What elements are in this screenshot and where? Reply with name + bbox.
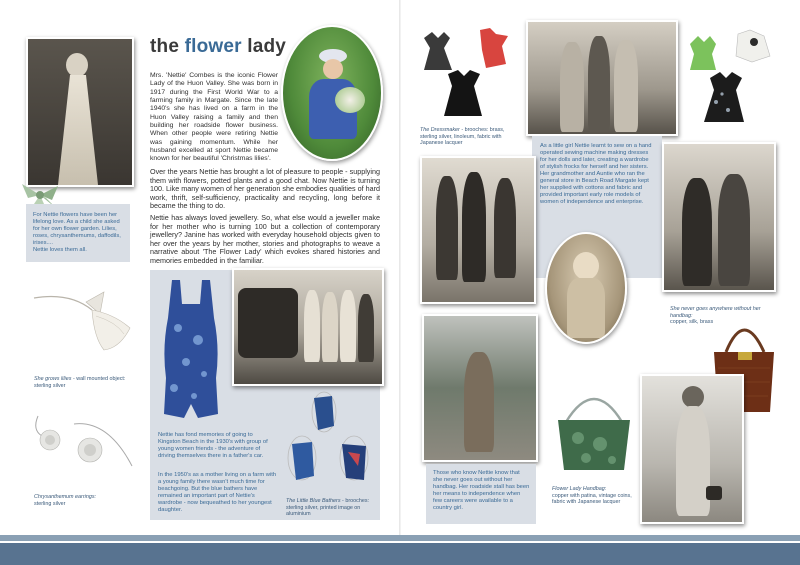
kingston-text: Nettie has fond memories of going to Kingston Beach in the 1930's with group of young women friends - the adventure of driving themselves there in a father's car.: [158, 432, 268, 459]
dressmaker-brooches-image: [418, 24, 522, 124]
handbag-text: Those who know Nettie know that she never goes out without her handbag. Her roadside stall has been her means to independence when few careers were available to a country girl.: [433, 470, 530, 511]
caption-dressmaker: [420, 127, 520, 147]
caption-chrysanthemum: [34, 494, 144, 507]
caption-handbag-rest: copper with patina, vintage coins, fabric with Japanese lacquer: [552, 492, 632, 506]
caption-dressmaker-title: The Dressmaker: [420, 127, 460, 133]
woman-in-coat-photo: [422, 314, 538, 462]
caption-blue-bathers-title: The Little Blue Bathers: [286, 498, 341, 504]
caption-handbag-title: Flower Lady Handbag:: [552, 486, 607, 492]
chrysanthemum-earrings-image: [28, 410, 136, 472]
paragraph-2: Over the years Nettie has brought a lot of pleasure to people - supplying them with flowers, potted plants and a good chat. Now Nettie is turning 100. Like many women of her generation she embodies qualities of hard work, thrift, self-sufficiency, practicality and recycling, long before it became the thing to do.: [150, 167, 380, 211]
intro-paragraph: Mrs. 'Nettie' Combes is the iconic Flower Lady of the Huon Valley. She was born in 1917 during the First World War to a farming family in Margate. Since the late 1940's she has lived on a farm in the Huon Valley raising a family and then building her roadside flower business. When other people were retiring Nettie was gaining momentum. While her husband excelled at sport Nettie became known for her beautiful 'Christmas lilies'.: [150, 72, 278, 163]
title-prefix: the: [150, 36, 185, 57]
caption-dressmaker-rest: - brooches: brass, sterling silver, linoleum, fabric with Japanese lacquer: [420, 127, 505, 147]
caption-chrysanthemum-title: Chrysanthemum earrings:: [34, 494, 97, 500]
title-highlight: flower: [184, 36, 242, 57]
caption-lilies-title: She grows lilies: [34, 376, 72, 382]
flower-lady-handbag-image: [548, 382, 640, 474]
couple-photo: [662, 142, 776, 292]
woman-with-handbag-photo: [640, 374, 744, 524]
sidebar-flowers-text: [33, 212, 125, 254]
footer-bar-dark: [0, 543, 800, 565]
page-title: [150, 36, 286, 58]
caption-chrysanthemum-rest: sterling silver: [34, 500, 66, 507]
page-gutter: [399, 0, 401, 535]
lilies-object-image: [30, 288, 136, 354]
caption-never-rest: copper, silk, brass: [670, 319, 714, 326]
caption-flower-lady-handbag: [552, 486, 640, 506]
beach-friends-photo: [232, 268, 384, 386]
girl-portrait-photo: [545, 232, 627, 344]
three-women-photo: [526, 20, 678, 136]
sidebar-flowers-line2: Nettie loves them all.: [33, 247, 87, 253]
bride-photo: [26, 37, 134, 187]
blue-swimsuit-image: [158, 278, 224, 420]
caption-blue-bathers: [286, 498, 380, 518]
sidebar-flowers-line1: For Nettie flowers have been her lifelong love. As a child she asked for her own flower garden. Lilies, roses, chrysanthemums, daffodils, irises....: [33, 212, 121, 246]
title-suffix: lady: [241, 36, 287, 57]
nettie-portrait-photo: [281, 25, 383, 161]
caption-blue-bathers-rest: - brooches: sterling silver, printed image on aluminium: [286, 498, 370, 518]
caption-lilies: [34, 376, 144, 389]
women-walking-photo: [420, 156, 536, 304]
sewing-text: As a little girl Nettie learnt to sew on a hand operated sewing machine making dresses for her dolls and later, creating a wardrobe of stylish frocks for herself and her sisters. Her grandmother and Auntie who ran the general store in Beach Road Margate kept her supplied with cottons and fabric and provided important early role models of women of independence and enterprise.: [540, 143, 652, 205]
paragraph-3: Nettie has always loved jewellery. So, what else would a jeweller make for her mother who is turning 100 but a collection of contemporary jewellery? Janine has worked with everyday household objects given to her over the years by her mother, stories and photographs to weave a narrative about 'The Flower Lady' which evokes shared histories and memories embedded in the familiar.: [150, 213, 380, 265]
fifties-text: In the 1950's as a mother living on a farm with a young family there wasn't much time for beachgoing. But the blue bathers have remained an important part of Nettie's wardrobe - now bequeathed to her youngest daughter.: [158, 472, 277, 513]
green-dresses-image: [686, 28, 776, 128]
caption-lilies-rest: - wall mounted object: sterling silver: [34, 376, 126, 389]
blue-bathers-brooches-image: [284, 386, 376, 494]
caption-never-title: She never goes anywhere without her handbag:: [670, 306, 761, 319]
